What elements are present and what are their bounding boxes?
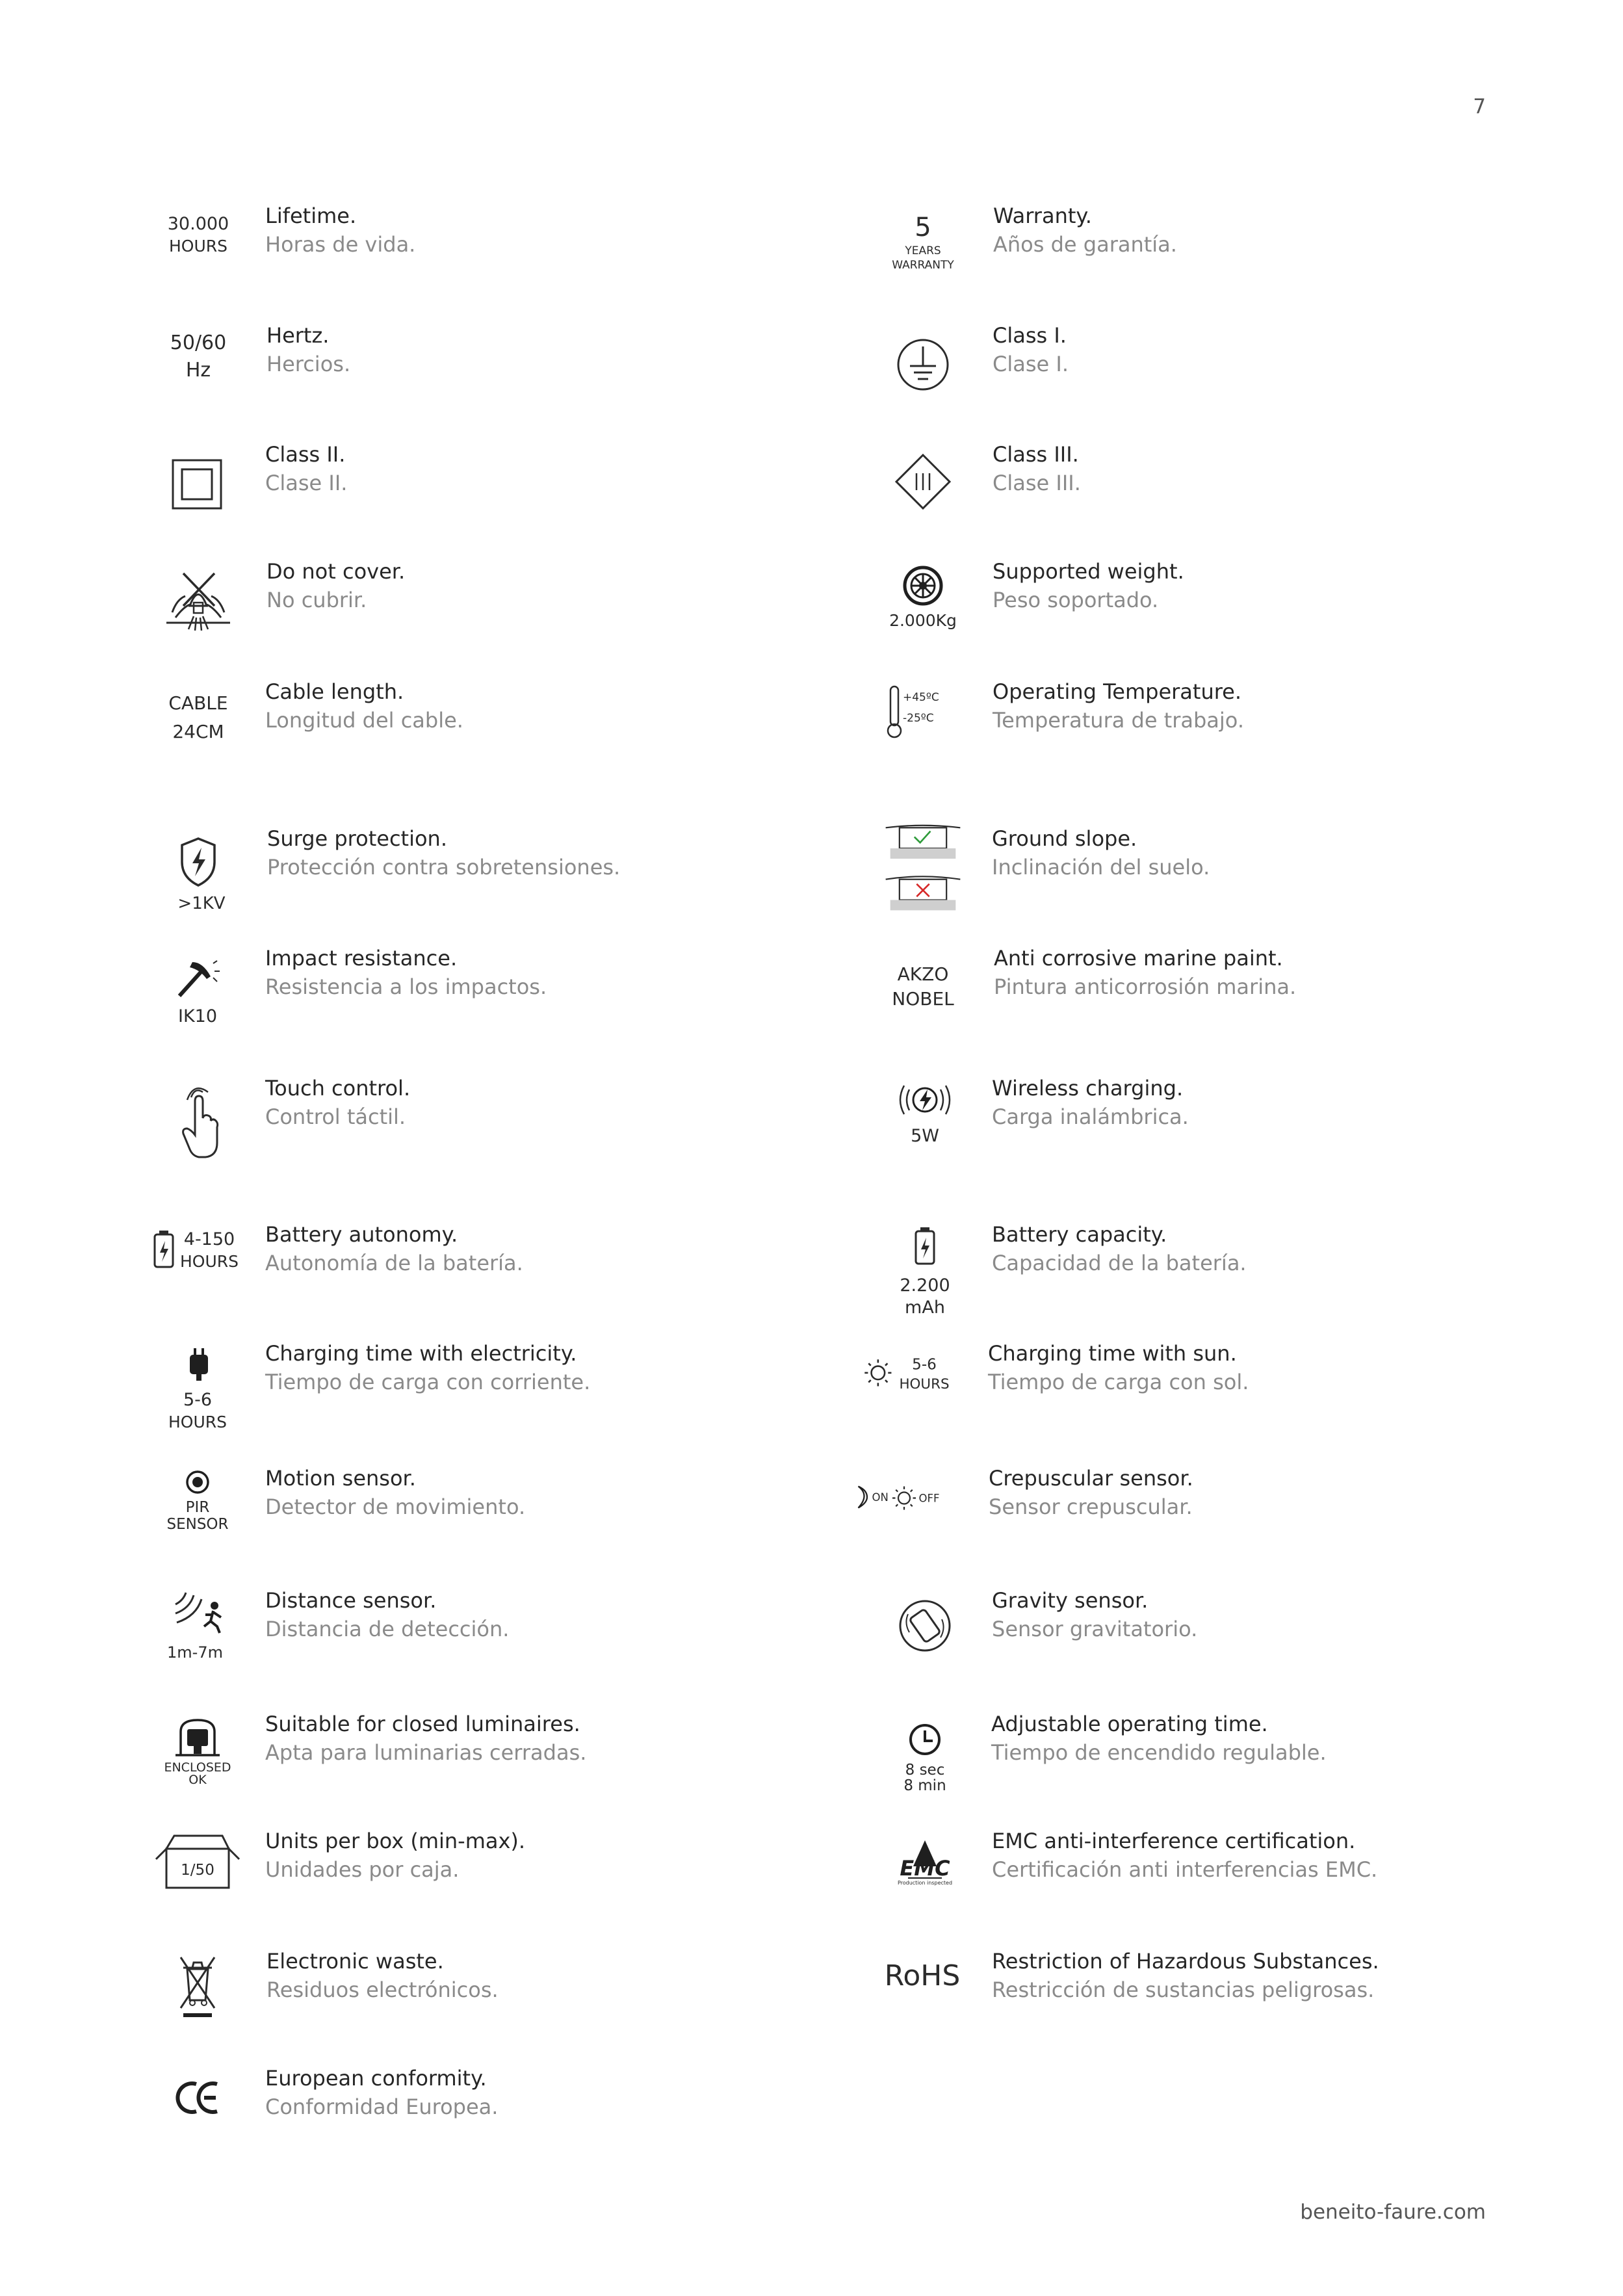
impact-hammer-icon <box>149 944 247 1041</box>
surge-title: Surge protection. <box>267 826 447 851</box>
ce-mark-icon <box>149 2064 247 2161</box>
class2-subtitle: Clase II. <box>265 471 348 495</box>
pir-sensor-icon <box>149 1464 247 1561</box>
pir-line2: SENSOR <box>166 1516 229 1533</box>
akzo-line1: AKZO <box>897 963 949 985</box>
warranty-unit2: WARRANTY <box>892 259 954 272</box>
motion-title: Motion sensor. <box>265 1466 416 1491</box>
warranty-unit1: YEARS <box>905 244 941 257</box>
waste-subtitle: Residuos electrónicos. <box>266 1977 499 2002</box>
cable-line1: CABLE <box>168 692 228 714</box>
motion-subtitle: Detector de movimiento. <box>265 1494 526 1519</box>
charge-elec-unit: HOURS <box>168 1413 227 1431</box>
capacity-subtitle: Capacidad de la batería. <box>992 1251 1247 1275</box>
waste-title: Electronic waste. <box>266 1949 444 1974</box>
enclosed-title: Suitable for closed luminaires. <box>265 1712 580 1736</box>
capacity-value: 2.200 <box>900 1275 950 1296</box>
warranty-icon <box>874 202 972 299</box>
cable-subtitle: Longitud del cable. <box>265 708 463 733</box>
marine-subtitle: Pintura anticorrosión marina. <box>994 974 1297 999</box>
wireless-subtitle: Carga inalámbrica. <box>992 1104 1189 1129</box>
wireless-charging-icon <box>874 1074 972 1171</box>
time-line1: 8 sec <box>905 1762 945 1779</box>
temp-max: +45ºC <box>903 691 939 704</box>
impact-value: IK10 <box>177 1006 218 1026</box>
pir-line1: PIR <box>185 1499 210 1516</box>
surge-value: >1KV <box>177 894 226 913</box>
plug-icon <box>149 1339 247 1437</box>
crepuscular-moon-sun-icon <box>851 1464 949 1561</box>
class1-subtitle: Clase I. <box>993 352 1069 376</box>
class3-title: Class III. <box>993 442 1079 467</box>
weight-subtitle: Peso soportado. <box>993 588 1159 612</box>
class1-title: Class I. <box>993 323 1067 348</box>
warranty-title: Warranty. <box>993 203 1092 228</box>
clock-icon <box>874 1710 972 1807</box>
emc-sub: Production inspected <box>897 1880 953 1886</box>
enclosed-luminaire-icon <box>149 1710 247 1807</box>
weight-value: 2.000Kg <box>889 611 957 630</box>
lifetime-subtitle: Horas de vida. <box>265 232 416 257</box>
class-ii-double-square-icon <box>149 440 247 538</box>
touch-subtitle: Control táctil. <box>265 1104 406 1129</box>
do-not-cover-icon <box>149 557 247 655</box>
rohs-mark: RoHS <box>884 1959 961 1992</box>
capacity-title: Battery capacity. <box>992 1222 1167 1247</box>
weee-crossed-bin-icon <box>149 1947 247 2044</box>
surge-shield-icon <box>149 824 247 922</box>
lifetime-unit: HOURS <box>168 237 228 255</box>
class2-title: Class II. <box>265 442 346 467</box>
capacity-unit: mAh <box>905 1298 945 1318</box>
rohs-logo <box>874 1947 972 2044</box>
distance-subtitle: Distancia de detección. <box>265 1617 510 1641</box>
autonomy-unit: HOURS <box>179 1252 239 1271</box>
no-cover-subtitle: No cubrir. <box>266 588 367 612</box>
touch-hand-icon <box>149 1074 247 1171</box>
enclosed-line2: OK <box>188 1773 207 1787</box>
lifetime-hours-icon <box>149 202 247 299</box>
autonomy-value: 4-150 <box>183 1229 235 1249</box>
charge-sun-subtitle: Tiempo de carga con sol. <box>988 1370 1249 1394</box>
impact-title: Impact resistance. <box>265 946 458 971</box>
hertz-unit: Hz <box>185 359 211 382</box>
crepuscular-title: Crepuscular sensor. <box>989 1466 1193 1491</box>
op-time-subtitle: Tiempo de encendido regulable. <box>991 1740 1327 1765</box>
hertz-value: 50/60 <box>170 332 227 354</box>
slope-title: Ground slope. <box>992 826 1137 851</box>
warranty-subtitle: Años de garantía. <box>993 232 1177 257</box>
emc-logo <box>874 1827 972 1924</box>
rohs-subtitle: Restricción de sustancias peligrosas. <box>992 1977 1375 2002</box>
charge-sun-title: Charging time with sun. <box>988 1341 1237 1366</box>
wireless-title: Wireless charging. <box>992 1076 1184 1101</box>
rohs-title: Restriction of Hazardous Substances. <box>992 1949 1379 1974</box>
units-box-subtitle: Unidades por caja. <box>265 1857 460 1882</box>
temperature-title: Operating Temperature. <box>993 679 1242 704</box>
battery-capacity-icon <box>874 1220 972 1318</box>
temperature-subtitle: Temperatura de trabajo. <box>993 708 1244 733</box>
impact-subtitle: Resistencia a los impactos. <box>265 974 547 999</box>
crep-off-label: OFF <box>918 1492 940 1505</box>
charge-elec-subtitle: Tiempo de carga con corriente. <box>265 1370 591 1394</box>
gravity-title: Gravity sensor. <box>992 1588 1149 1613</box>
enclosed-line1: ENCLOSED <box>164 1760 231 1775</box>
charge-elec-value: 5-6 <box>183 1390 213 1410</box>
warranty-value: 5 <box>915 213 931 242</box>
akzo-line2: NOBEL <box>892 988 954 1010</box>
ground-slope-icon <box>874 824 972 922</box>
box-value: 1/50 <box>181 1862 214 1879</box>
distance-title: Distance sensor. <box>265 1588 437 1613</box>
time-line2: 8 min <box>903 1777 946 1794</box>
svg-text:EMC: EMC <box>900 1856 950 1881</box>
crep-on-label: ON <box>872 1491 889 1504</box>
page-number: 7 <box>1473 95 1486 118</box>
charge-sun-unit: HOURS <box>899 1376 950 1392</box>
box-icon <box>149 1827 247 1924</box>
charge-sun-value: 5-6 <box>912 1356 937 1374</box>
class-iii-diamond-icon <box>874 440 972 538</box>
cable-line2: 24CM <box>172 721 224 742</box>
class-i-earth-icon <box>874 321 972 419</box>
lifetime-title: Lifetime. <box>265 203 357 228</box>
emc-title: EMC anti-interference certification. <box>992 1829 1356 1853</box>
sun-icon <box>858 1339 955 1437</box>
distance-value: 1m-7m <box>167 1643 223 1662</box>
surge-subtitle: Protección contra sobretensiones. <box>267 855 621 880</box>
slope-subtitle: Inclinación del suelo. <box>992 855 1210 880</box>
autonomy-subtitle: Autonomía de la batería. <box>265 1251 523 1275</box>
units-box-title: Units per box (min-max). <box>265 1829 526 1853</box>
thermometer-icon <box>874 677 972 775</box>
hertz-title: Hertz. <box>266 323 330 348</box>
temp-min: -25ºC <box>903 712 934 725</box>
battery-autonomy-icon <box>149 1220 247 1318</box>
hertz-subtitle: Hercios. <box>266 352 351 376</box>
marine-title: Anti corrosive marine paint. <box>994 946 1283 971</box>
op-time-title: Adjustable operating time. <box>991 1712 1268 1736</box>
no-cover-title: Do not cover. <box>266 559 406 584</box>
class3-subtitle: Clase III. <box>993 471 1081 495</box>
ce-subtitle: Conformidad Europea. <box>265 2094 499 2119</box>
emc-subtitle: Certificación anti interferencias EMC. <box>992 1857 1378 1882</box>
hertz-icon <box>149 321 247 419</box>
wireless-value: 5W <box>911 1126 939 1146</box>
wheel-weight-icon <box>874 557 972 655</box>
cable-length-icon <box>149 677 247 775</box>
gravity-subtitle: Sensor gravitatorio. <box>992 1617 1198 1641</box>
autonomy-title: Battery autonomy. <box>265 1222 458 1247</box>
enclosed-subtitle: Apta para luminarias cerradas. <box>265 1740 587 1765</box>
footer-website: beneito-faure.com <box>1300 2200 1486 2224</box>
cable-title: Cable length. <box>265 679 404 704</box>
akzo-nobel-logo <box>874 944 972 1041</box>
ce-title: European conformity. <box>265 2066 487 2091</box>
charge-elec-title: Charging time with electricity. <box>265 1341 577 1366</box>
touch-title: Touch control. <box>265 1076 411 1101</box>
weight-title: Supported weight. <box>993 559 1184 584</box>
lifetime-value: 30.000 <box>167 214 229 234</box>
distance-sensor-icon <box>149 1586 247 1684</box>
crepuscular-subtitle: Sensor crepuscular. <box>989 1494 1193 1519</box>
gravity-sensor-icon <box>874 1586 972 1684</box>
